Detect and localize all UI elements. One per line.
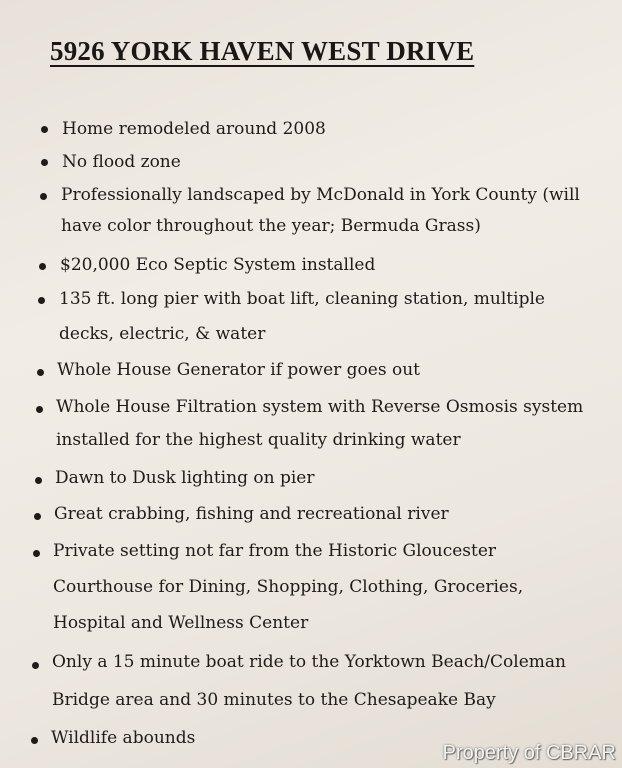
bullet-icon <box>39 263 46 270</box>
list-item-text: Wildlife abounds <box>51 728 196 748</box>
bullet-icon <box>35 477 42 484</box>
list-item-text: Professionally landscaped by McDonald in York County (will <box>61 185 580 205</box>
list-item-text: $20,000 Eco Septic System installed <box>60 255 376 275</box>
list-item-text: Only a 15 minute boat ride to the Yorktown Beach/Coleman <box>52 652 566 672</box>
bullet-icon <box>40 193 47 200</box>
list-item-text: Courthouse for Dining, Shopping, Clothing, Groceries, <box>53 577 524 597</box>
bullet-icon <box>31 737 38 744</box>
list-item-text: Hospital and Wellness Center <box>53 613 309 633</box>
list-item-text: No flood zone <box>62 152 181 172</box>
page-title: 5926 YORK HAVEN WEST DRIVE <box>50 36 475 66</box>
list-item-text: Bridge area and 30 minutes to the Chesapeake Bay <box>52 690 496 710</box>
list-item-text: Great crabbing, fishing and recreational river <box>54 504 449 524</box>
bullet-icon <box>37 369 44 376</box>
list-item-text: Home remodeled around 2008 <box>62 119 326 139</box>
bullet-icon <box>34 513 41 520</box>
list-item-text: 135 ft. long pier with boat lift, cleaning station, multiple <box>59 289 545 309</box>
watermark: Property of CBRAR <box>442 742 616 764</box>
bullet-icon <box>33 550 40 557</box>
list-item-text: decks, electric, & water <box>59 324 266 344</box>
list-item-text: installed for the highest quality drinking water <box>56 430 461 450</box>
bullet-icon <box>41 159 48 166</box>
bullet-icon <box>38 297 45 304</box>
list-item-text: Whole House Generator if power goes out <box>57 360 420 380</box>
bullet-icon <box>32 662 39 669</box>
list-item-text: Dawn to Dusk lighting on pier <box>55 468 315 488</box>
list-item-text: have color throughout the year; Bermuda Grass) <box>61 216 481 236</box>
bullet-icon <box>36 406 43 413</box>
bullet-icon <box>41 126 48 133</box>
list-item-text: Private setting not far from the Historic Gloucester <box>53 541 497 561</box>
list-item-text: Whole House Filtration system with Reverse Osmosis system <box>56 397 584 417</box>
